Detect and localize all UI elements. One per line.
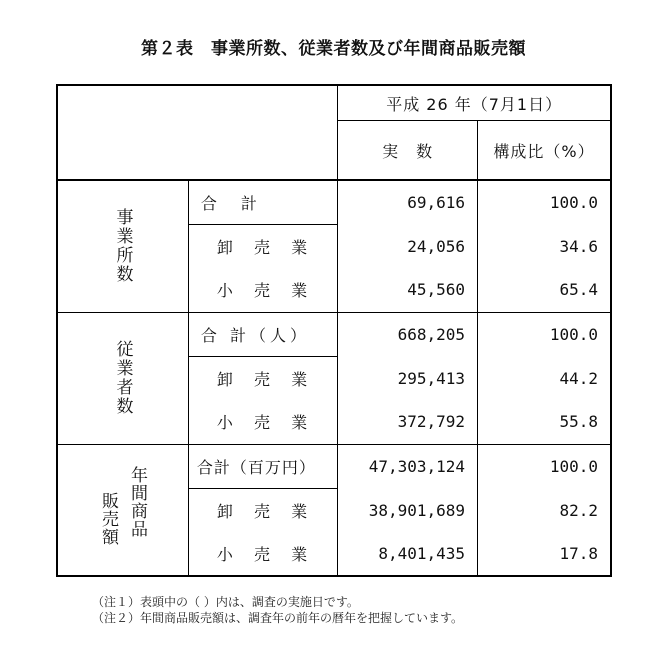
header-blank-cell [57,85,338,180]
row-ratio: 100.0 [478,444,611,488]
row-value: 24,056 [338,224,478,268]
table-title: 第２表 事業所数、従業者数及び年間商品販売額 [141,39,526,59]
row-label: 卸 売 業 [188,356,337,400]
row-label: 小 売 業 [188,268,337,312]
row-ratio: 44.2 [478,356,611,400]
row-value: 47,303,124 [338,444,478,488]
row-label: 合 計（人） [188,312,337,356]
row-value: 8,401,435 [338,532,478,576]
row-ratio: 55.8 [478,400,611,444]
row-value: 38,901,689 [338,488,478,532]
row-value: 69,616 [338,180,478,224]
row-ratio: 65.4 [478,268,611,312]
table-notes [92,594,463,626]
row-ratio: 82.2 [478,488,611,532]
row-value: 295,413 [338,356,478,400]
header-period: 平成 26 年（7月1日） [338,85,611,121]
statistics-table [56,84,612,577]
row-ratio: 100.0 [478,180,611,224]
row-label: 合 計 [188,180,337,224]
note-2: （注２）年間商品販売額は、調査年の前年の暦年を把握しています。 [92,611,464,625]
row-label: 合計（百万円） [188,444,337,488]
section-label-employees: 従業者数 [57,312,188,444]
row-value: 372,792 [338,400,478,444]
section-label-establishments: 事業所数 [57,180,188,312]
row-ratio: 17.8 [478,532,611,576]
row-label: 卸 売 業 [188,224,337,268]
row-value: 45,560 [338,268,478,312]
header-ratio: 構成比（%） [478,121,611,181]
note-1: （注１）表頭中の（ ）内は、調査の実施日です。 [92,595,359,609]
row-ratio: 34.6 [478,224,611,268]
row-ratio: 100.0 [478,312,611,356]
row-label: 小 売 業 [188,532,337,576]
row-label: 卸 売 業 [188,488,337,532]
section-label-annual-part: 年間商品 [126,465,147,538]
row-label: 小 売 業 [188,400,337,444]
header-count: 実 数 [338,121,478,181]
section-label-annual-sales [57,444,188,576]
row-value: 668,205 [338,312,478,356]
section-label-sales-part: 販売額 [97,491,118,546]
